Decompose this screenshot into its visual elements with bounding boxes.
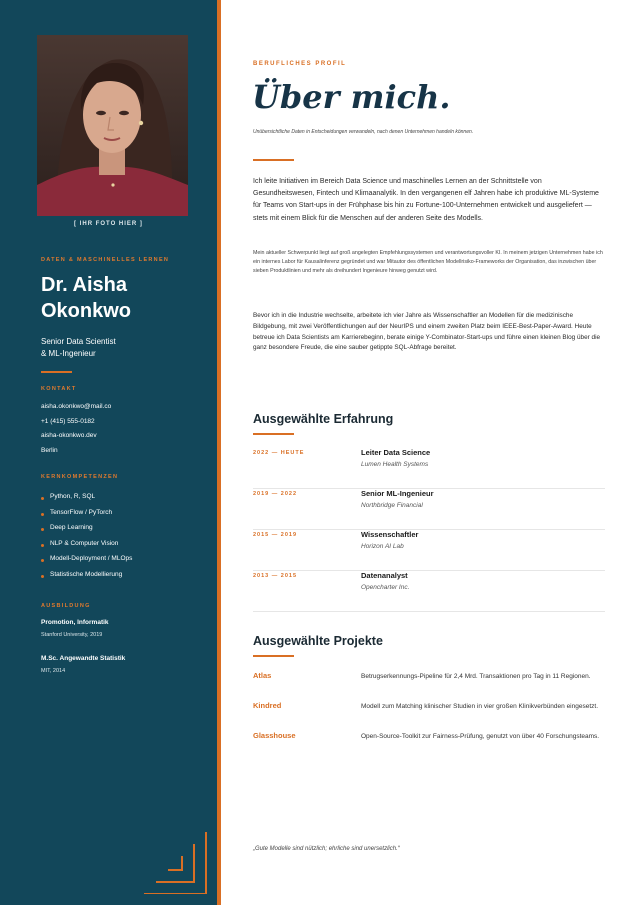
bullet-icon: [41, 544, 44, 547]
project-description: Modell zum Matching klinischer Studien in vier großen Klinikverbünden eingesetzt.: [361, 703, 599, 710]
photo-caption: [ IHR FOTO HIER ]: [74, 221, 143, 227]
experience-company: Horizon AI Lab: [361, 543, 404, 550]
bullet-icon: [41, 559, 44, 562]
experience-row: [253, 571, 605, 612]
skills-list: [41, 492, 132, 585]
skill-item: TensorFlow / PyTorch: [41, 508, 132, 524]
bullet-icon: [41, 513, 44, 516]
experience-row: [253, 530, 605, 571]
experience-row: [253, 448, 605, 489]
experience-title: Datenanalyst: [361, 571, 408, 580]
education-school: Stanford University, 2019: [41, 632, 103, 638]
skill-item: Python, R, SQL: [41, 492, 132, 508]
education-heading: AUSBILDUNG: [41, 603, 91, 609]
specialty-eyebrow: DATEN & MASCHINELLES LERNEN: [41, 257, 170, 263]
corner-bracket-icon: [144, 832, 208, 894]
skill-item: Deep Learning: [41, 523, 132, 539]
profile-eyebrow: BERUFLICHES PROFIL: [253, 61, 347, 67]
contact-list: [41, 402, 111, 460]
tagline: Unübersichtliche Daten in Entscheidungen verwandeln, nach denen Unternehmen handeln können.: [253, 129, 474, 135]
experience-dates: 2015 — 2019: [253, 532, 298, 538]
role-line-2: & ML-Ingenieur: [41, 349, 96, 358]
experience-dates: 2022 — HEUTE: [253, 450, 305, 456]
experience-row: [253, 489, 605, 530]
bullet-icon: [41, 497, 44, 500]
project-name: Kindred: [253, 701, 282, 710]
contact-email[interactable]: aisha.okonkwo@mail.co: [41, 403, 112, 410]
sidebar: [0, 0, 217, 905]
skill-item: Statistische Modellierung: [41, 570, 132, 586]
project-name: Glasshouse: [253, 731, 296, 740]
bullet-icon: [41, 575, 44, 578]
about-paragraph-1: Ich leite Initiativen im Bereich Data Science und maschinelles Lernen an der Schnittstelle von Gesundheitswesen, Fintech und Klimaanalytik. In den vergangenen elf Jahren habe ich produktive ML-Systeme für Teams von Start-ups in der Frühphase bis hin zu Fortune-100-Unternehmen entwickelt und ausgeliefert — stets mit einem Blick für die Menschen auf der anderen Seite des Modells.: [253, 178, 599, 222]
experience-heading: Ausgewählte Erfahrung: [253, 412, 394, 426]
sidebar-accent-rule: [217, 0, 221, 905]
person-role: [41, 336, 211, 360]
experience-company: Opencharter Inc.: [361, 584, 410, 591]
title-divider: [253, 159, 294, 161]
project-description: Open-Source-Toolkit zur Fairness-Prüfung, genutzt von über 40 Forschungsteams.: [361, 733, 600, 740]
skill-item: NLP & Computer Vision: [41, 539, 132, 555]
sidebar-divider: [41, 371, 72, 373]
experience-dates: 2019 — 2022: [253, 491, 298, 497]
contact-heading: KONTAKT: [41, 386, 77, 392]
closing-quote: „Gute Modelle sind nützlich; ehrliche sind unersetzlich.“: [253, 846, 400, 852]
bullet-icon: [41, 528, 44, 531]
skill-item: Modell-Deployment / MLOps: [41, 554, 132, 570]
contact-phone[interactable]: +1 (415) 555-0182: [41, 417, 95, 425]
project-name: Atlas: [253, 671, 272, 680]
contact-website[interactable]: aisha-okonkwo.dev: [41, 432, 97, 439]
education-degree: M.Sc. Angewandte Statistik: [41, 655, 126, 662]
skills-heading: KERNKOMPETENZEN: [41, 474, 119, 480]
projects-divider: [253, 655, 294, 657]
page-title: Über mich.: [252, 78, 451, 116]
about-paragraph-2: Mein aktueller Schwerpunkt liegt auf groß angelegten Empfehlungssystemen und verantwortungsvoller KI. In meinem jetzigen Unternehmen habe ich ein internes Labor für Kausalinferenz gegründet und war Mitautor des öffentlichen Modellrisiko-Frameworks der Organisation, das inzwischen über sieben Produktlinien und mehr als dreihundert Ingenieure hinweg genutzt wird.: [253, 250, 603, 274]
experience-dates: 2013 — 2015: [253, 573, 298, 579]
education-degree: Promotion, Informatik: [41, 619, 109, 626]
person-name: Dr. Aisha Okonkwo: [41, 274, 132, 322]
about-paragraph-3: Bevor ich in die Industrie wechselte, arbeitete ich vier Jahre als Wissenschaftler an Modellen für die medizinische Bildgebung, mit zwei Veröffentlichungen auf der NeurIPS und einem zweiten Platz beim IEEE-Best-Paper-Award. Heute betreue ich Data Scientists am Karrierebeginn, berate einige Y-Combinator-Start-ups und führe einen kleinen Blog über die ganz besondere Freude, die eine sauber getippte SQL-Abfrage bereitet.: [253, 312, 601, 352]
projects-heading: Ausgewählte Projekte: [253, 634, 383, 648]
experience-title: Wissenschaftler: [361, 530, 419, 539]
role-line-1: Senior Data Scientist: [41, 337, 116, 346]
education-school: MIT, 2014: [41, 668, 66, 674]
experience-title: Senior ML-Ingenieur: [361, 489, 434, 498]
profile-photo: [37, 35, 188, 216]
experience-company: Northbridge Financial: [361, 502, 423, 509]
project-description: Betrugserkennungs-Pipeline für 2,4 Mrd. Transaktionen pro Tag in 11 Regionen.: [361, 673, 591, 680]
contact-location: Berlin: [41, 446, 58, 454]
experience-divider: [253, 433, 294, 435]
experience-company: Lumen Health Systems: [361, 461, 429, 468]
experience-title: Leiter Data Science: [361, 448, 431, 457]
